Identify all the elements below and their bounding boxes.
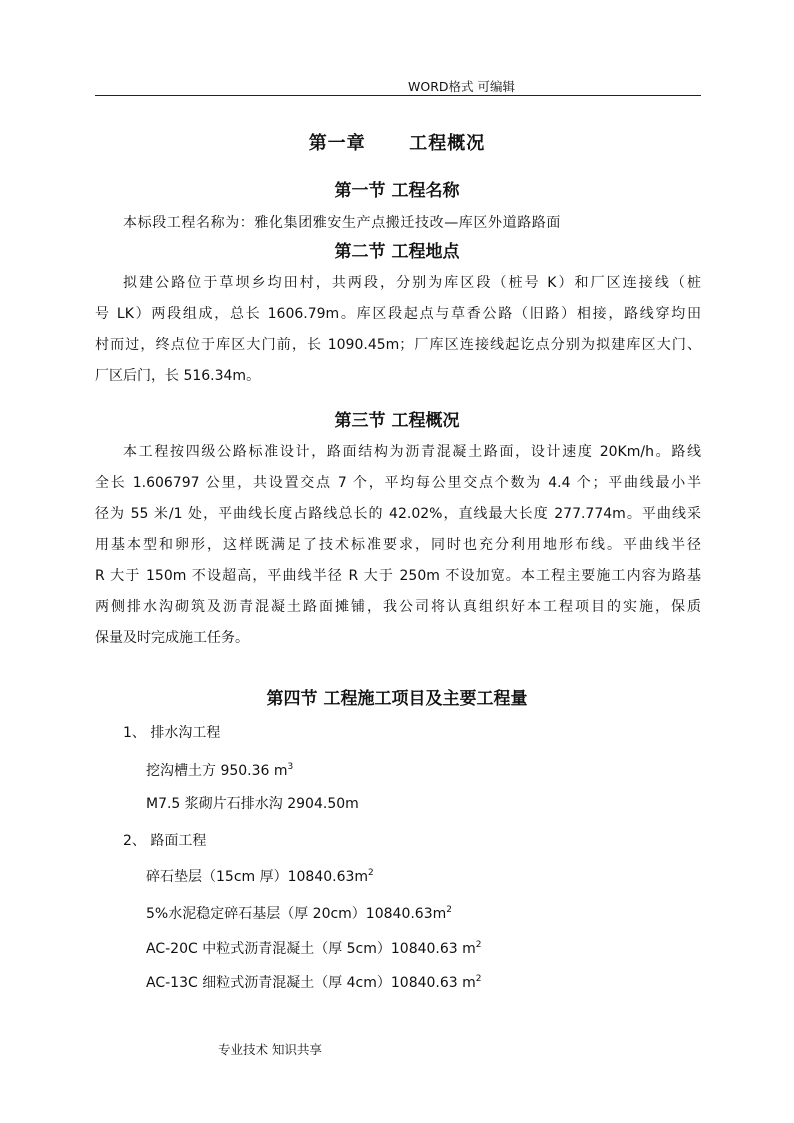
quantity-item: 挖沟槽土方 950.36 $m^3$ <box>146 762 294 779</box>
paragraph-line: R 大于 150m 不设超高，平曲线半径 R 大于 250m 不设加宽。本工程主要施工内容为路基 <box>95 568 701 584</box>
unit-exponent: 3 <box>287 762 294 772</box>
paragraph-line: 全长 1.606797 公里，共设置交点 7 个，平均每公里交点个数为 4.4 个；平曲线最小半 <box>95 475 701 491</box>
quantity-item: 5%水泥稳定碎石基层（厚 $20cm)10840.63m^2$ <box>146 905 452 922</box>
section-3-title: 第三节 工程概况 <box>334 411 460 431</box>
quantity-item: AC-13C 细粒式沥青混凝土（厚 4cm）10840.63 $m^2$ <box>146 974 482 991</box>
paragraph-line: 本工程按四级公路标准设计，路面结构为沥青混凝土路面，设计速度 20Km/h。路线 <box>123 444 701 460</box>
chapter-title: 第一章 工程概况 <box>308 133 486 154</box>
section-2-paragraph <box>95 268 701 392</box>
paragraph-line: 两侧排水沟砌筑及沥青混凝土路面摊铺，我公司将认真组织好本工程项目的实施，保质 <box>95 599 701 615</box>
paragraph-line: 保量及时完成施工任务。 <box>95 630 249 646</box>
group-heading-pavement: 2、 路面工程 <box>123 833 207 849</box>
group-heading-drainage: 1、 排水沟工程 <box>123 725 221 741</box>
unit-exponent: 2 <box>475 940 482 950</box>
paragraph-line: 拟建公路位于草坝乡均田村，共两段，分别为库区段（桩号 K）和厂区连接线（桩 <box>123 275 701 291</box>
unit-exponent: 2 <box>368 868 374 878</box>
section-3-paragraph <box>95 437 701 654</box>
paragraph-line: 径为 55 米/1 处，平曲线长度占路线总长的 42.02%，直线最大长度 277.774m。平曲线采 <box>95 506 701 522</box>
quantity-item: AC-20C 中粒式沥青混凝土（厚 5cm）10840.63 $m^2$ <box>146 940 482 957</box>
section-1-text: 本标段工程名称为：雅化集团雅安生产点搬迁技改—库区外道路路面 <box>123 215 561 231</box>
paragraph-line: 号 LK）两段组成，总长 1606.79m。库区段起点与草香公路（旧路）相接，路线穿均田 <box>95 306 701 322</box>
section-2-title: 第二节 工程地点 <box>334 242 460 262</box>
quantity-item: M7.5 浆砌片石排水沟 2904.50m <box>146 796 359 812</box>
section-1-title: 第一节 工程名称 <box>334 181 460 201</box>
unit-exponent: 2 <box>475 974 482 984</box>
paragraph-line: 厂区后门，长 516.34m。 <box>95 368 261 384</box>
paragraph-line: 村而过，终点位于库区大门前，长 1090.45m；厂库区连接线起讫点分别为拟建库区大门、 <box>95 337 701 353</box>
page-header: WORD格式 可编辑 <box>408 79 515 94</box>
page-footer: 专业技术 知识共享 <box>218 1042 322 1057</box>
quantity-item: 碎石垫层（15cm 厚）$10840.63m^2$ <box>146 868 374 885</box>
section-4-title: 第四节 工程施工项目及主要工程量 <box>266 689 528 709</box>
header-divider <box>95 95 701 96</box>
unit-exponent: 2 <box>446 905 452 915</box>
paragraph-line: 用基本型和卵形，这样既满足了技术标准要求，同时也充分利用地形布线。平曲线半径 <box>95 537 701 553</box>
